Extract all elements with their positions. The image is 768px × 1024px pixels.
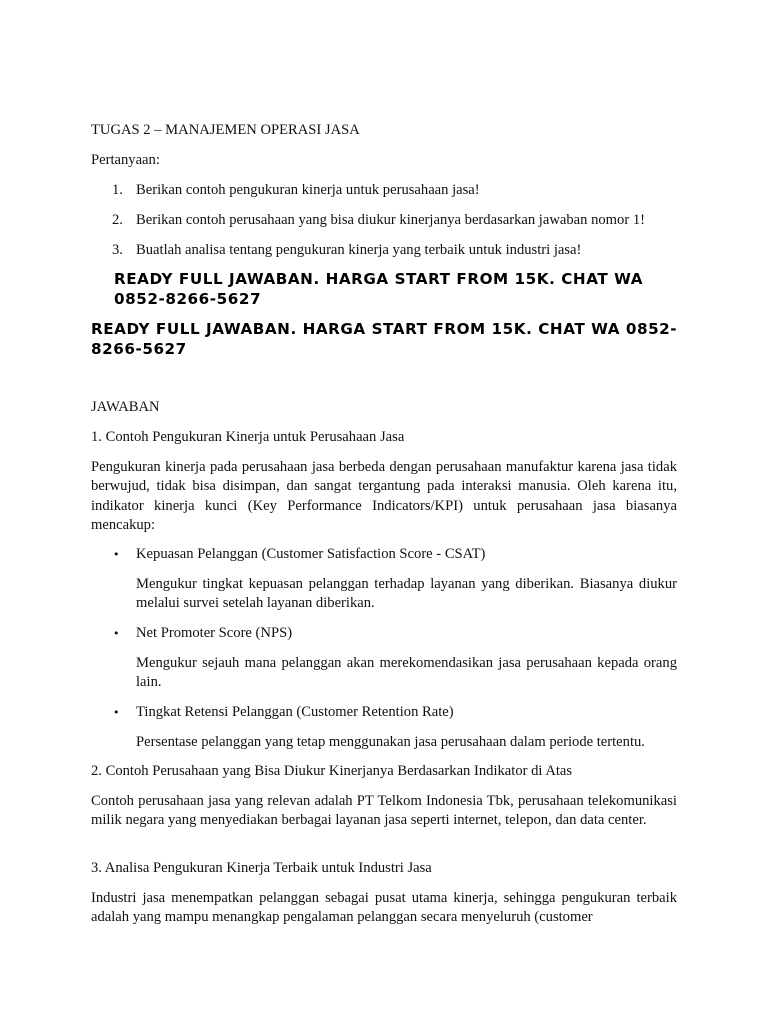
- section-paragraph: Pengukuran kinerja pada perusahaan jasa berbeda dengan perusahaan manufaktur karena jasa tidak berwujud, tidak bisa disimpan, dan sangat tergantung pada interaksi manusia. Oleh karena itu, indikator kinerja kunci (Key Performance Indicators/KPI) untuk perusahaan jasa biasanya mencakup:: [91, 459, 677, 534]
- bullet-label: Tingkat Retensi Pelanggan (Customer Retention Rate): [136, 704, 454, 720]
- bullet-label: Kepuasan Pelanggan (Customer Satisfaction Score - CSAT): [136, 546, 486, 562]
- question-text: Berikan contoh perusahaan yang bisa diukur kinerjanya berdasarkan jawaban nomor 1!: [136, 212, 645, 228]
- bullet-icon: •: [113, 706, 120, 719]
- bullet-icon: •: [113, 627, 120, 640]
- bullet-description: Persentase pelanggan yang tetap menggunakan jasa perusahaan dalam periode tertentu.: [136, 734, 645, 750]
- question-number: 1.: [112, 182, 123, 198]
- section-heading: 2. Contoh Perusahaan yang Bisa Diukur Kinerjanya Berdasarkan Indikator di Atas: [91, 763, 573, 779]
- bullet-description: Mengukur sejauh mana pelanggan akan merekomendasikan jasa perusahaan kepada orang lain.: [136, 655, 677, 691]
- bullet-description: Mengukur tingkat kepuasan pelanggan terhadap layanan yang diberikan. Biasanya diukur melalui survei setelah layanan diberikan.: [136, 576, 677, 612]
- promo-banner: READY FULL JAWABAN. HARGA START FROM 15K. CHAT WA 0852-8266-5627: [91, 320, 678, 358]
- questions-label: Pertanyaan:: [91, 152, 160, 168]
- question-number: 2.: [112, 212, 123, 228]
- section-heading: 3. Analisa Pengukuran Kinerja Terbaik untuk Industri Jasa: [91, 860, 432, 876]
- document-title: TUGAS 2 – MANAJEMEN OPERASI JASA: [91, 122, 360, 138]
- question-text: Berikan contoh pengukuran kinerja untuk perusahaan jasa!: [136, 182, 480, 198]
- document-page: [91, 0, 677, 1024]
- section-heading: 1. Contoh Pengukuran Kinerja untuk Perusahaan Jasa: [91, 429, 405, 445]
- question-text: Buatlah analisa tentang pengukuran kinerja yang terbaik untuk industri jasa!: [136, 242, 582, 258]
- section-paragraph: Contoh perusahaan jasa yang relevan adalah PT Telkom Indonesia Tbk, perusahaan telekomunikasi milik negara yang menyediakan berbagai layanan jasa seperti internet, telepon, dan data center.: [91, 793, 677, 829]
- promo-banner: READY FULL JAWABAN. HARGA START FROM 15K. CHAT WA 0852-8266-5627: [114, 270, 643, 308]
- question-number: 3.: [112, 242, 123, 258]
- answers-heading: JAWABAN: [91, 399, 160, 415]
- bullet-icon: •: [113, 548, 120, 561]
- bullet-label: Net Promoter Score (NPS): [136, 625, 293, 641]
- section-paragraph: Industri jasa menempatkan pelanggan sebagai pusat utama kinerja, sehingga pengukuran terbaik adalah yang mampu menangkap pengalaman pelanggan secara menyeluruh (customer: [91, 890, 677, 926]
